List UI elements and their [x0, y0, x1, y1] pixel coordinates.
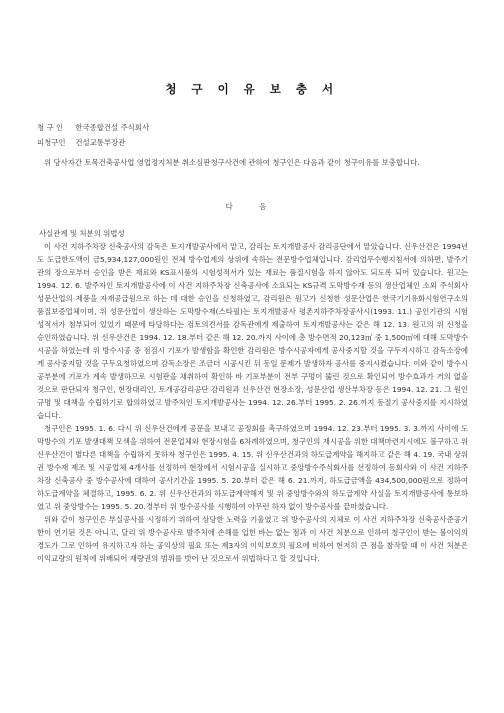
section-heading: 다 음: [225, 202, 279, 211]
document-title: 청 구 이 유 보 충 서: [165, 82, 339, 96]
section-title: 사실관계 및 처분의 위법성: [39, 229, 125, 238]
party-claimant: [37, 120, 149, 135]
party-role: 청 구 인: [37, 123, 64, 132]
body-paragraph: 위와 같이 청구인은 부실공사를 시정하기 위하여 상당한 노력을 기울였고 위 방수공사의 지체로 이 사건 지하주차장 신축공사준공기한이 연기된 것은 아니고, 달리 위 방수공사로 발주처에 손해를 입힌 바는 없는 점과 이 사건 처분으로 인하여 청구인이 받는 불이익의 경도가 그로 인하여 유지하고자 하는 공익상의 필요 또는 제3자의 이익보호의 필요에 비하여 현저히 큰 점을 참작할 때 이 사건 처분은 이익교량의 원칙에 위배되어 재량권의 범위를 벗어 난 것으로서 위법하다고 할 것입니다.: [37, 515, 468, 563]
body-paragraph: 청구인은 1995. 1. 6. 다시 위 신우산건에게 공문을 보내고 공정회를 촉구하였으며 1994. 12. 23.부터 1995. 3. 3.까지 사이에 도막방수의 기포 발생대책 모색을 위하여 전문업체와 현장시험을 6차례하였으며, 청구인의 재시공을 위한 대책마련지시에도 불구하고 위 신우산건이 별다른 대책을 수립하지 못하자 청구인은 1995. 4. 15. 위 신우산건과의 하도급계약을 해지하고 같은 해 4. 19. 국내 상위권 방수재 제조 및 시공업체 4개사를 선정하여 현장에서 시험시공을 실시하고 중앙방수주식회사를 선정하여 동회사와 이 사건 지하주차장 신축공사 중 방수공사에 대하여 공사기간을 1995. 5. 20.부터 같은 해 6. 21.까지, 하도급금액을 434,500,000원으로 정하여 하도급계약을 체결하고, 1995. 6. 2. 위 신우산건과의 하도급계약해지 및 위 중앙방수와의 하도급계약 사실을 토지개발공사에 통보하였고 위 중앙방수는 1995. 5. 20.경부터 위 방수공사를 시행하여 아무런 하자 없이 방수공사를 끝마쳤습니다.: [37, 424, 468, 511]
body-paragraph: 이 사건 지하주차장 신축공사의 감독은 토지개발공사에서 맡고, 감리는 토지개발공사 감리공단에서 맡았습니다. 신우산건은 1994년도 도급한도액이 금5,934,127,000원인 전체 방수업계의 상위에 속하는 전문방수업체입니다. 감리업무수행지침서에 의하면, 발주기관의 장으로부터 승인을 받은 재료와 KS표시품의 시험성적서가 있는 재료는 품질시험을 하지 않아도 되도록 되어 있습니다. 원고는 1994. 12. 6. 발주자인 토지개발공사에 이 사건 지하주차장 신축공사에 소요되는 KS규격 도막방수재 등의 생산업체인 소외 주식회사 성문산업의 제품을 자재공급원으로 하는 데 대한 승인을 신청하였고, 감리원은 원고가 신청한 성문산업은 한국기기유화시험연구소의 품질보증업체이며, 위 성문산업이 생산하는 도막방수재(스타필)는 토지개발공사 평촌지하주차장공사시(1993. 11.) 공인기관의 시험성적서가 첨부되어 있었기 때문에 타당하다는 검토의견서를 감독관에게 제출하여 토지개발공사는 같은 해 12. 13. 원고의 위 신청을 승인하였습니다. 위 신우산건은 1994. 12. 18.부터 같은 해 12. 20.까지 사이에 총 방수면적 20,123㎡ 중 1,500㎡에 대해 도막방수시공을 하였는데 위 방수시공 중 점검시 기포가 발생함을 확인한 감리원은 방수시공자에게 공사중지할 것을 구두지시하고 감독소장에게 공사중지할 것을 구두요청하였으며 감독소장은 조금더 시공시킨 뒤 동일 문제가 발생하자 공사를 중지시켰습니다. 이와 같이 방수시공부분에 기포가 계속 발생하므로 시험판을 채취하여 확인하 바 기포부분이 전부 구멍이 뚫린 것으로 확인되어 방수효과가 거의 없을 것으로 판단되자 청구인, 현장대리인, 토개공감리공단 감리원과 신우산건 현장소장, 성문산업 생산부차장 등은 1994. 12. 21. 그 원인규명 및 대책을 수립하기로 합의하였고 발주처인 토지개발공사는 1994. 12. 26.부터 1995. 2. 26.까지 동절기 공사중지를 지시하였습니다.: [37, 242, 468, 420]
party-respondent: [37, 135, 149, 150]
intro-paragraph: 위 당사자간 토목건축공사업 영업정지처분 취소심판청구사건에 관하여 청구인은 다음과 같이 청구이유를 보충합니다.: [44, 158, 420, 167]
parties-block: [37, 120, 149, 150]
party-name: 건설교통부장관: [75, 138, 126, 147]
party-name: 한국종합건설 주식회사: [75, 123, 150, 132]
document-body: [37, 227, 468, 565]
party-role: 피청구인: [37, 138, 66, 147]
